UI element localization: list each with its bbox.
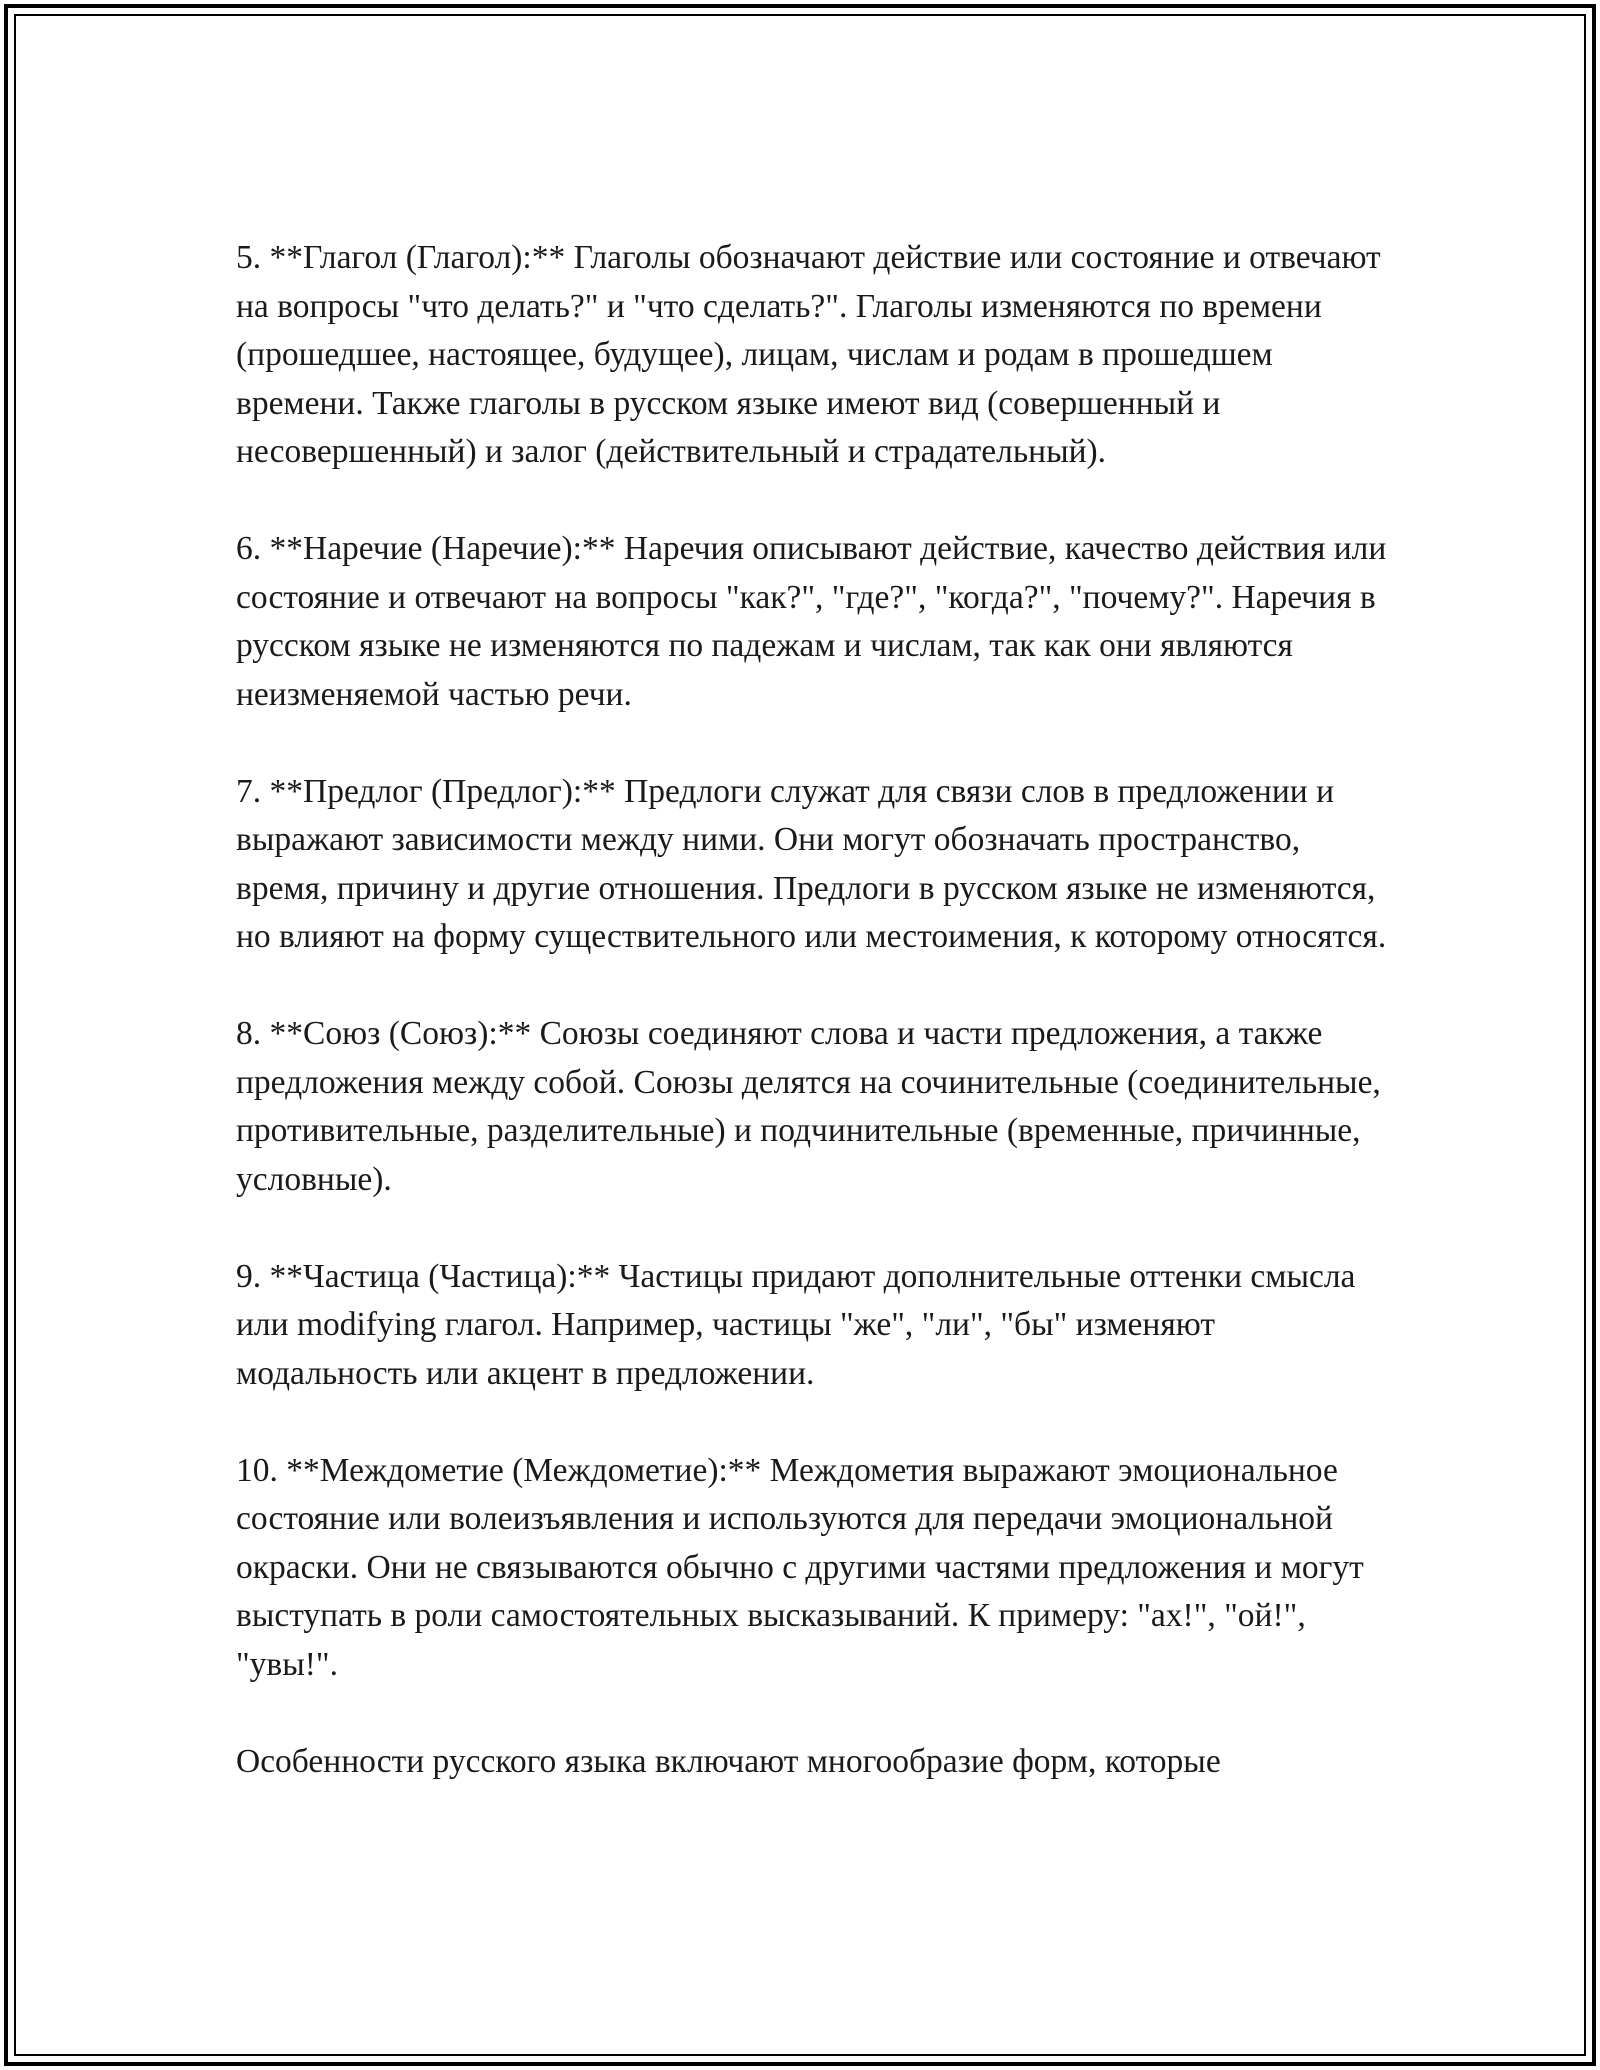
paragraph-features: Особенности русского языка включают многообразие форм, которые xyxy=(236,1742,1221,1780)
paragraph-verb: 5. **Глагол (Глагол):** Глаголы обозначают действие или состояние и отвечают на вопросы "что делать?" и "что сделать?". Глаголы изменяются по времени (прошедшее, настоящее, будущее), лицам, числам и родам в прошедшем времени. Также глаголы в русском языке имеют вид (совершенный и несовершенный) и залог (действительный и страдательный). xyxy=(236,239,1381,470)
paragraph-interjection: 10. **Междометие (Междометие):** Междометия выражают эмоциональное состояние или волеизъявления и используются для передачи эмоциональной окраски. Они не связываются обычно с другими частями предложения и могут выступать в роли самостоятельных высказываний. К примеру: "ах!", "ой!", "увы!". xyxy=(236,1451,1364,1683)
paragraph-preposition: 7. **Предлог (Предлог):** Предлоги служат для связи слов в предложении и выражают зависимости между ними. Они могут обозначать пространство, время, причину и другие отношения. Предлоги в русском языке не изменяются, но влияют на форму существительного или местоимения, к которому относятся. xyxy=(236,772,1387,955)
paragraph-adverb: 6. **Наречие (Наречие):** Наречия описывают действие, качество действия или состояние и отвечают на вопросы "как?", "где?", "когда?", "почему?". Наречия в русском языке не изменяются по падежам и числам, так как они являются неизменяемой частью речи. xyxy=(236,530,1387,713)
document-body xyxy=(236,234,1396,1786)
paragraph-particle: 9. **Частица (Частица):** Частицы придают дополнительные оттенки смысла или modifying глагол. Например, частицы "же", "ли", "бы" изменяют модальность или акцент в предложении. xyxy=(236,1257,1356,1392)
paragraph-conjunction: 8. **Союз (Союз):** Союзы соединяют слова и части предложения, а также предложения между собой. Союзы делятся на сочинительные (соединительные, противительные, разделительные) и подчинительные (временные, причинные, условные). xyxy=(236,1015,1381,1198)
